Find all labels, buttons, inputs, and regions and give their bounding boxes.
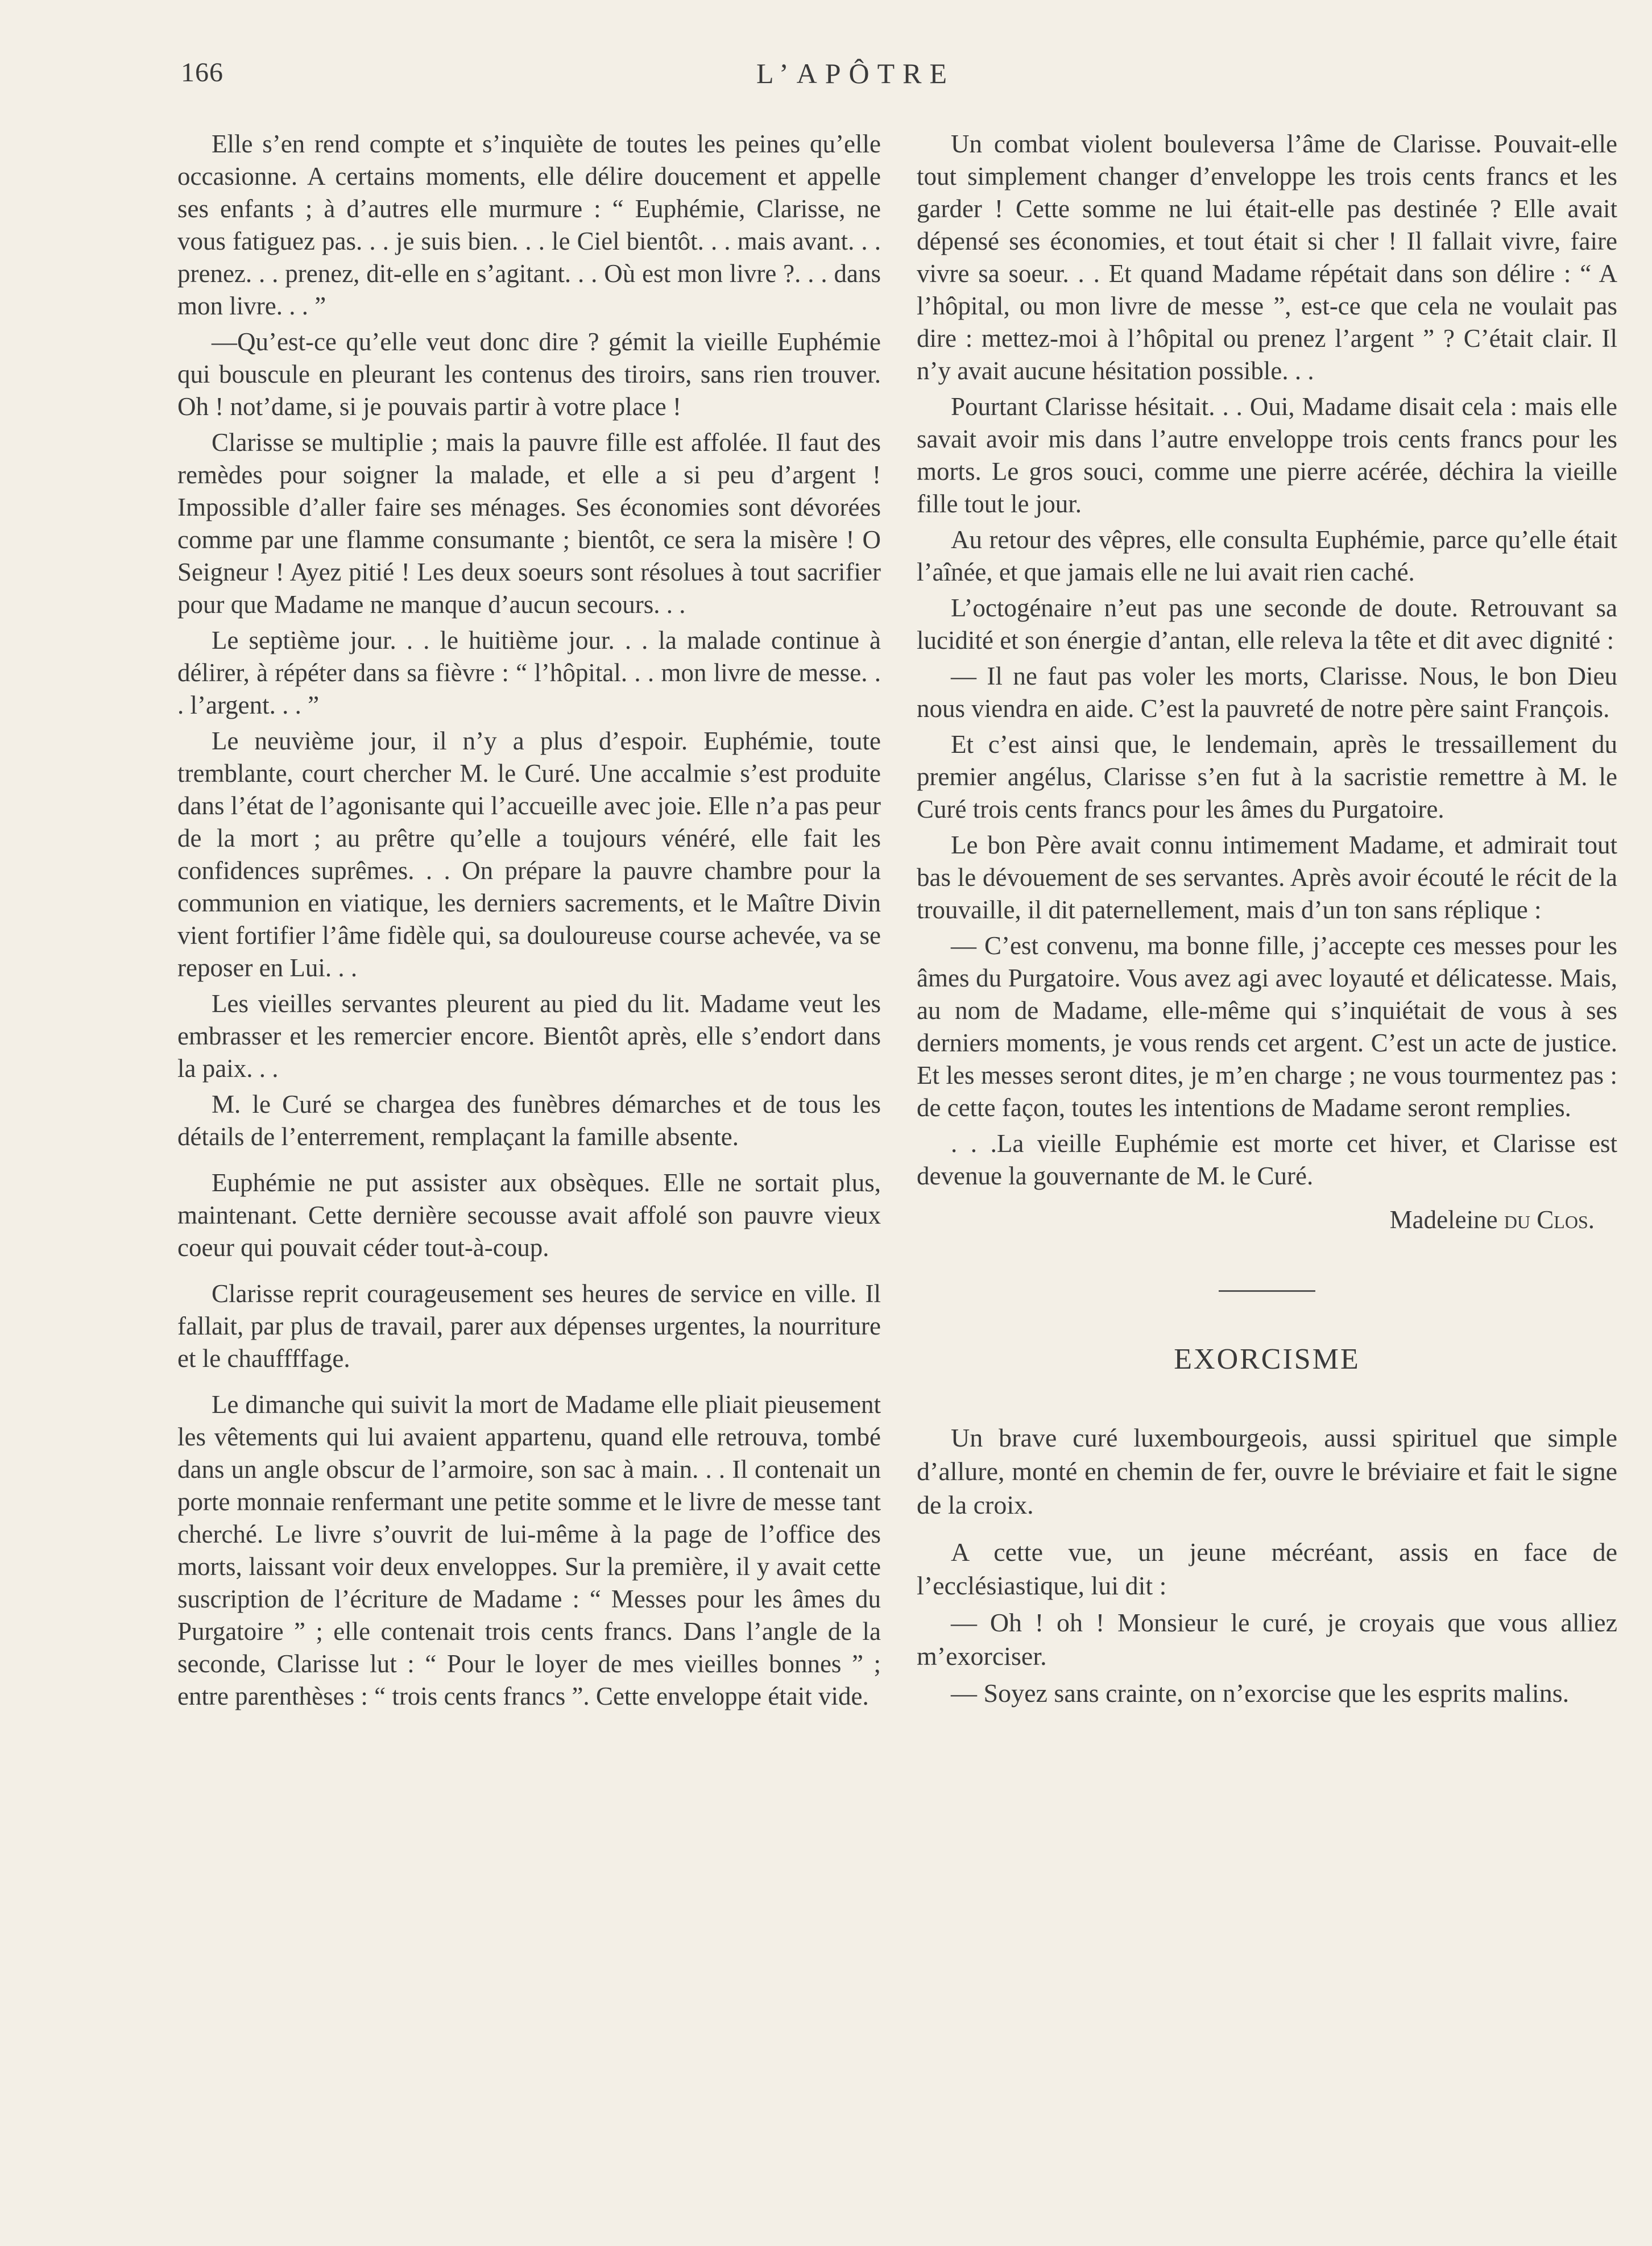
- paragraph: — Soyez sans crainte, on n’exorcise que les esprits malins.: [951, 1679, 1570, 1708]
- paragraph: Le neuvième jour, il n’y a plus d’espoir. Euphémie, toute tremblante, court chercher M. le Curé. Une accalmie s’est produite dans l’état de l’agonisante qui l’accueille avec joie. Elle n’a pas peur de la mort ; au prêtre qu’elle a toujours vénéré, elle fait les confidences suprêmes. . . On prépare la pauvre chambre pour la communion en viatique, les derniers sacrements, et le Maître Divin vient fortifier l’âme fidèle qui, sa douloureuse course achevée, va se reposer en Lui. . .: [177, 727, 881, 982]
- paragraph: Elle s’en rend compte et s’inquiète de toutes les peines qu’elle occasionne. A certains moments, elle délire doucement et appelle ses enfants ; à d’autres elle murmure : “ Euphémie, Clarisse, ne vous fatiguez pas. . . je suis bien. . . le Ciel bientôt. . . mais avant. . . prenez. . . prenez, dit-elle en s’agitant. . . Où est mon livre ?. . . dans mon livre. . . ”: [177, 130, 881, 320]
- paragraph: Le bon Père avait connu intimement Madame, et admirait tout bas le dévouement de ses servantes. Après avoir écouté le récit de la trouvaille, il dit paternellement, mais d’un ton sans réplique :: [917, 831, 1617, 924]
- author-last-name: du Clos.: [1504, 1205, 1595, 1234]
- paragraph: Euphémie ne put assister aux obsèques. Elle ne sortait plus, maintenant. Cette dernière secousse avait affolé son pauvre vieux coeur qui pouvait céder tout-à-coup.: [177, 1168, 881, 1262]
- page-number: 166: [181, 57, 223, 88]
- running-title: L’APÔTRE: [756, 57, 955, 89]
- paragraph: M. le Curé se chargea des funèbres démarches et de tous les détails de l’enterrement, remplaçant la famille absente.: [177, 1090, 881, 1151]
- paragraph: Au retour des vêpres, elle consulta Euphémie, parce qu’elle était l’aînée, et que jamais elle ne lui avait rien caché.: [917, 525, 1617, 586]
- paragraph: L’octogénaire n’eut pas une seconde de doute. Retrouvant sa lucidité et son énergie d’antan, elle releva la tête et dit avec dignité :: [917, 594, 1617, 654]
- section-title: EXORCISME: [1174, 1343, 1360, 1375]
- author-first-name: Madeleine: [1389, 1205, 1498, 1234]
- paragraph: Les vieilles servantes pleurent au pied du lit. Madame veut les embrasser et les remercier encore. Bientôt après, elle s’endort dans la paix. . .: [177, 989, 881, 1083]
- paragraph: — Oh ! oh ! Monsieur le curé, je croyais que vous alliez m’exorciser.: [917, 1608, 1617, 1671]
- section-divider: [1219, 1290, 1315, 1292]
- paragraph: . . .La vieille Euphémie est morte cet hiver, et Clarisse est devenue la gouvernante de M. le Curé.: [917, 1129, 1617, 1190]
- paragraph: Clarisse reprit courageusement ses heures de service en ville. Il fallait, par plus de travail, parer aux dépenses urgentes, la nourriture et le chauffffage.: [177, 1279, 881, 1373]
- paragraph: Pourtant Clarisse hésitait. . . Oui, Madame disait cela : mais elle savait avoir mis dans l’autre enveloppe trois cents francs pour les morts. Le gros souci, comme une pierre acérée, déchira la vieille fille tout le jour.: [917, 392, 1617, 518]
- left-column: [177, 128, 881, 1716]
- paragraph: Le dimanche qui suivit la mort de Madame elle pliait pieusement les vêtements qui lui avaient appartenu, quand elle retrouva, tombé dans un angle obscur de l’armoire, son sac à main. . . Il contenait un porte monnaie renfermant une petite somme et le livre de messe tant cherché. Le livre s’ouvrit de lui-même à la page de l’office des morts, laissant voir deux enveloppes. Sur la première, il y avait cette suscription de l’écriture de Madame : “ Messes pour les âmes du Purgatoire ” ; elle contenait trois cents francs. Dans l’angle de la seconde, Clarisse lut : “ Pour le loyer de mes vieilles bonnes ” ; entre parenthèses : “ trois cents francs ”. Cette enveloppe était vide.: [177, 1390, 881, 1710]
- paragraph: —Qu’est-ce qu’elle veut donc dire ? gémit la vieille Euphémie qui bouscule en pleurant les contenus des tiroirs, sans rien trouver. Oh ! not’dame, si je pouvais partir à votre place !: [177, 328, 881, 421]
- paragraph: Clarisse se multiplie ; mais la pauvre fille est affolée. Il faut des remèdes pour soigner la malade, et elle a si peu d’argent ! Impossible d’aller faire ses ménages. Ses économies sont dévorées comme par une flamme consumante ; bientôt, ce sera la misère ! O Seigneur ! Ayez pitié ! Les deux soeurs sont résolues à tout sacrifier pour que Madame ne manque d’aucun secours. . .: [177, 428, 881, 619]
- right-column: [917, 128, 1617, 1713]
- paragraph: Et c’est ainsi que, le lendemain, après le tressaillement du premier angélus, Clarisse s’en fut à la sacristie remettre à M. le Curé trois cents francs pour les âmes du Purgatoire.: [917, 730, 1617, 823]
- author-signature: [917, 1204, 1595, 1236]
- paragraph: A cette vue, un jeune mécréant, assis en face de l’ecclésiastique, lui dit :: [917, 1538, 1617, 1600]
- paragraph: Un brave curé luxembourgeois, aussi spirituel que simple d’allure, monté en chemin de fer, ouvre le bréviaire et fait le signe de la croix.: [917, 1423, 1617, 1519]
- paragraph: Un combat violent bouleversa l’âme de Clarisse. Pouvait-elle tout simplement changer d’enveloppe les trois cents francs et les garder ! Cette somme ne lui était-elle pas destinée ? Elle avait dépensé ses économies, et tout était si cher ! Il fallait vivre, faire vivre sa soeur. . . Et quand Madame répétait dans son délire : “ A l’hôpital, ou mon livre de messe ”, est-ce que cela ne voulait pas dire : mettez-moi à l’hôpital ou prenez l’argent ” ? C’était clair. Il n’y avait aucune hésitation possible. . .: [917, 130, 1617, 385]
- paragraph: Le septième jour. . . le huitième jour. . . la malade continue à délirer, à répéter dans sa fièvre : “ l’hôpital. . . mon livre de messe. . . l’argent. . . ”: [177, 626, 881, 719]
- exorcisme-article: [917, 1421, 1617, 1710]
- paragraph: — Il ne faut pas voler les morts, Clarisse. Nous, le bon Dieu nous viendra en aide. C’est la pauvreté de notre père saint François.: [917, 662, 1617, 723]
- paragraph: — C’est convenu, ma bonne fille, j’accepte ces messes pour les âmes du Purgatoire. Vous avez agi avec loyauté et délicatesse. Mais, au nom de Madame, elle-même qui s’inquiétait de vous à ses derniers moments, je vous rends cet argent. C’est un acte de justice. Et les messes seront dites, je m’en charge ; ne vous tourmentez pas : de cette façon, toutes les intentions de Madame seront remplies.: [917, 931, 1617, 1122]
